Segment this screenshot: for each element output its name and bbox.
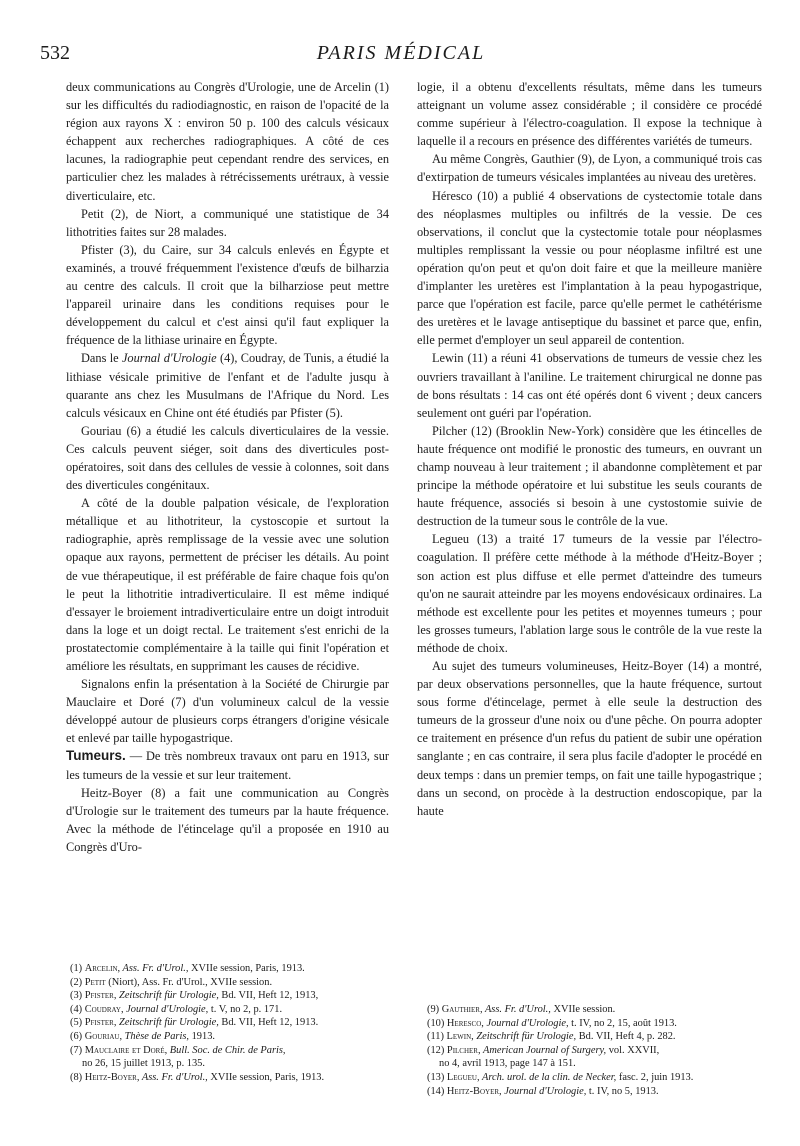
footnote xyxy=(427,1017,767,1031)
paragraph: Au sujet des tumeurs volumineuses, Heitz-Boyer (14) a montré, par deux observations personnelles, que la haute fréquence, surtout sous forme d'étincelage, permet à elle seule la destruction des tumeurs de la grosseur d'une noix ou d'une pêche. On pourra adopter ce traitement en présence d'un refus du patient de subir une opération sanglante ; en cas contraire, il sera plus facile d'adopter le procédé en deux temps : dans un premier temps, on fait une taille hypogastrique ; dans un second, on procède à la destruction endoscopique, par la haute xyxy=(417,659,762,818)
text-run: — De très nombreux travaux ont paru en 1913, sur les tumeurs de la vessie et sur leur traitement. xyxy=(66,749,389,782)
footnote xyxy=(70,1016,390,1030)
paragraph: logie, il a obtenu d'excellents résultats, même dans les tumeurs atteignant un volume assez considérable ; il considère ce procédé comme supérieur à l'électro-coagulation. Il expose la technique à laquelle il a recours en présence des différentes variétés de tumeurs. xyxy=(417,80,762,149)
footnote xyxy=(70,989,390,1003)
footnote xyxy=(70,1044,390,1058)
page-number: 532 xyxy=(40,42,70,64)
footnote-source: Arch. urol. de la clin. de Necker, xyxy=(479,1071,617,1083)
footnote-number: (13) xyxy=(427,1071,447,1083)
paragraph: Petit (2), de Niort, a communiqué une statistique de 34 lithotrities faites sur 28 malades. xyxy=(66,206,389,239)
footnote-number: (6) xyxy=(70,1030,85,1042)
footnote-number: (1) xyxy=(70,963,85,974)
footnote-number: (9) xyxy=(427,1004,442,1015)
paragraph: deux communications au Congrès d'Urologie, une de Arcelin (1) sur les difficultés du radiodiagnostic, en raison de l'opacité de la région aux rayons X : environ 50 p. 100 des calculs vésicaux échappent aux recherches radiographiques. A côté de ces lacunes, la radiographie peut cependant rendre des services, en particulier chez les malades à rétrécissements urétraux, à vessie diverticulaire, etc. xyxy=(66,80,389,203)
footnote-source: Journal d'Urologie, xyxy=(483,1017,569,1029)
footnote-author: Pilcher, xyxy=(446,1044,481,1056)
page-header xyxy=(40,42,762,70)
footnote-author: Pfister, xyxy=(84,990,117,1002)
footnote-source: Bull. Soc. de Chir. de Paris, xyxy=(167,1044,286,1056)
left-column xyxy=(66,78,389,856)
footnote-detail: 1913. xyxy=(189,1030,215,1042)
footnote xyxy=(70,1071,390,1085)
paragraph: A côté de la double palpation vésicale, de l'exploration métallique et au lithotriteur, la cystoscopie et surtout la radiographie, après remplissage de la vessie avec une solution opaque aux rayons, permettent de préciser les détails. Au point de vue thérapeutique, il est préférable de faire chaque fois qu'on le peut la lithotritie intradiverticulaire. Il est même indiqué d'essayer le broiement intradiverticulaire entre un doigt introduit dans la loge et un doigt rectal. Le traitement s'est enrichi de la prostatectomie complémentaire à la taille qui finit l'opération et améliore les résultats, en supprimant les causes de récidive. xyxy=(66,496,389,673)
footnote-author: Coudray, xyxy=(84,1003,124,1015)
footnote-number: (4) xyxy=(70,1003,85,1015)
footnote-author: Gouriau, xyxy=(84,1030,123,1042)
footnote-source: Zeitschrift für Urologie, xyxy=(116,1017,219,1029)
footnote-author: Lewin, xyxy=(446,1031,474,1043)
footnote xyxy=(427,1003,767,1017)
footnote-source: Zeitschrift für Urologie, xyxy=(473,1031,577,1043)
paragraph: Héresco (10) a publié 4 observations de cystectomie totale dans des néoplasmes multiples ou infiltrés de la vessie. De ces observations, il conclut que la cystectomie totale pour néoplasmes multiples remplissant la vessie ou pour néoplasme infiltré est une opération qu'on peut et qu'on doit faire et que la meilleure manière d'implanter les uretères est l'implantation à la peau hypogastrique, parce que l'opération est facile, parce qu'elle permet le cathétérisme des uretères et le lavage antiseptique du bassinet et parce que, enfin, elle permet d'employer un seul appareil de contention. xyxy=(417,188,762,348)
footnote xyxy=(70,976,390,990)
footnote-detail: no 26, 15 juillet 1913, p. 135. xyxy=(82,1058,205,1070)
footnote-number: (11) xyxy=(427,1031,447,1043)
footnote-number: (14) xyxy=(427,1085,447,1097)
footnote-detail: (Niort), Ass. Fr. d'Urol., XVIIe session. xyxy=(105,976,273,988)
footnote xyxy=(427,1085,767,1099)
footnote-detail: XVIIe session, Paris, 1913. xyxy=(188,963,305,974)
footnote-author: Arcelin, xyxy=(84,963,121,974)
footnote-number: (5) xyxy=(70,1017,85,1029)
footnote xyxy=(70,962,390,976)
paragraph: Gouriau (6) a étudié les calculs diverticulaires de la vessie. Ces calculs peuvent siéger, soit dans des diverticules post-opératoires, soit dans des cellules de vessie à colonnes, soit dans des diverticules congénitaux. xyxy=(66,423,389,493)
right-column xyxy=(417,78,762,820)
footnotes-left xyxy=(70,962,390,1084)
footnote-detail: Bd. VII, Heft 12, 1913. xyxy=(218,1017,319,1029)
footnote-detail: Bd. VII, Heft 12, 1913, xyxy=(218,990,319,1002)
footnote-author: Pfister, xyxy=(84,1017,117,1029)
footnote-continuation xyxy=(70,1057,390,1071)
footnote-number: (8) xyxy=(70,1071,85,1083)
footnote-source: Zeitschrift für Urologie, xyxy=(116,990,219,1002)
footnote-source: Journal d'Urologie, xyxy=(123,1003,209,1015)
footnote xyxy=(427,1030,767,1044)
footnote-detail: Bd. VII, Heft 4, p. 282. xyxy=(576,1031,676,1043)
section-paragraph-tumeurs xyxy=(66,747,389,783)
footnote xyxy=(427,1044,767,1058)
footnote-detail: vol. XXVII, xyxy=(606,1044,660,1056)
paragraph: Legueu (13) a traité 17 tumeurs de la vessie par l'électro-coagulation. Il préfère cette méthode à la méthode d'Heitz-Boyer ; son action est plus diffuse et elle permet d'atteindre des tumeurs qu'on ne saurait atteindre par les moyens endovésicaux ordinaires. La méthode est excellente pour les petites et moyennes tumeurs ; pour les grosses tumeurs, l'ablation large sous le contrôle de la vue reste la méthode de choix. xyxy=(417,532,762,655)
footnote-author: Heresco, xyxy=(446,1017,484,1029)
footnote xyxy=(70,1003,390,1017)
journal-title: Journal d'Urologie xyxy=(121,351,217,366)
paragraph: Signalons enfin la présentation à la Société de Chirurgie par Mauclaire et Doré (7) d'un volumineux calcul de la vessie développé autour de plusieurs corps étrangers d'origine vésicale et enlevé par taille hypogastrique. xyxy=(66,677,389,746)
section-heading-tumeurs: Tumeurs. xyxy=(66,748,126,764)
footnote-number: (12) xyxy=(427,1044,447,1056)
footnote-source: American Journal of Surgery, xyxy=(480,1044,607,1056)
paragraph: Heitz-Boyer (8) a fait une communication au Congrès d'Urologie sur le traitement des tumeurs par la haute fréquence. Avec la méthode de l'étincelage qu'il a proposée en 1910 au Congrès d'Uro- xyxy=(66,785,389,854)
footnote-detail: t. IV, no 5, 1913. xyxy=(586,1085,659,1097)
footnote-number: (7) xyxy=(70,1044,85,1056)
footnote xyxy=(70,1030,390,1044)
footnote-number: (10) xyxy=(427,1017,447,1029)
footnote-detail: XVIIe session, Paris, 1913. xyxy=(207,1071,325,1083)
footnote-author: Heitz-Boyer, xyxy=(84,1071,140,1083)
footnote-source: Ass. Fr. d'Urol., xyxy=(139,1071,208,1083)
footnote-detail: fasc. 2, juin 1913. xyxy=(616,1071,694,1083)
footnote-author: Heitz-Boyer, xyxy=(446,1085,502,1097)
paragraph: Pfister (3), du Caire, sur 34 calculs enlevés en Égypte et examinés, a trouvé fréquemment l'existence d'œufs de bilharzia au centre des calculs. Il croit que la bilharziose peut mettre l'appareil urinaire dans les conditions requises pour le développement du calcul et c'est ainsi qu'il faut expliquer la fréquence de la lithiase urinaire en Égypte. xyxy=(66,242,389,348)
paragraph: Lewin (11) a réuni 41 observations de tumeurs de vessie chez les ouvriers travaillant à l'aniline. Le traitement chirurgical ne donne pas de bons résultats : 14 cas ont été opérés dont 6 vivent ; deux cancers seulement ont guéri par l'opération. xyxy=(417,351,762,420)
text-run: Dans le xyxy=(81,351,122,366)
footnotes-right xyxy=(427,1003,767,1098)
paragraph: Au même Congrès, Gauthier (9), de Lyon, a communiqué trois cas d'extirpation de tumeurs vésicales implantées au niveau des uretères. xyxy=(417,152,762,185)
footnote-author: Legueu, xyxy=(446,1071,480,1083)
paragraph: Pilcher (12) (Brooklin New-York) considère que les étincelles de haute fréquence ont modifié le pronostic des tumeurs, en ouvrant un champ nouveau à leur traitement ; il abandonne complètement et par principe la méthode opératoire et lui substitue les seuls courants de haute fréquence, associés si besoin à une cystostomie suivie de destruction de la tumeur sous le contrôle de la vue. xyxy=(417,423,762,529)
footnote-author: Petit xyxy=(84,976,106,988)
footnote xyxy=(427,1071,767,1085)
footnote-source: Ass. Fr. d'Urol., xyxy=(120,963,189,974)
footnote-detail: no 4, avril 1913, page 147 à 151. xyxy=(439,1058,576,1070)
footnote-detail: t. IV, no 2, 15, août 1913. xyxy=(568,1017,677,1029)
footnote-source: Journal d'Urologie, xyxy=(501,1085,587,1097)
running-title: PARIS MÉDICAL xyxy=(316,42,486,64)
footnote-author: Gauthier, xyxy=(441,1004,483,1015)
text-run: (4), Coudray, de Tunis, a étudié la lithiase vésicale primitive de l'enfant et de l'adulte jusqu à quarante ans chez les Musulmans de l'Afrique du Nord. Les calculs vésicaux en Chine ont été étudiés par Pfister (5). xyxy=(66,351,389,420)
footnote-author: Mauclaire et Doré, xyxy=(84,1044,168,1056)
footnote-number: (2) xyxy=(70,976,85,988)
footnote-source: Ass. Fr. d'Urol., xyxy=(482,1004,551,1015)
footnote-source: Thèse de Paris, xyxy=(122,1030,190,1042)
footnote-number: (3) xyxy=(70,990,85,1002)
footnote-detail: t. V, no 2, p. 171. xyxy=(208,1003,283,1015)
paragraph xyxy=(66,349,389,421)
footnote-continuation xyxy=(427,1057,767,1071)
footnote-detail: XVIIe session. xyxy=(550,1004,616,1015)
